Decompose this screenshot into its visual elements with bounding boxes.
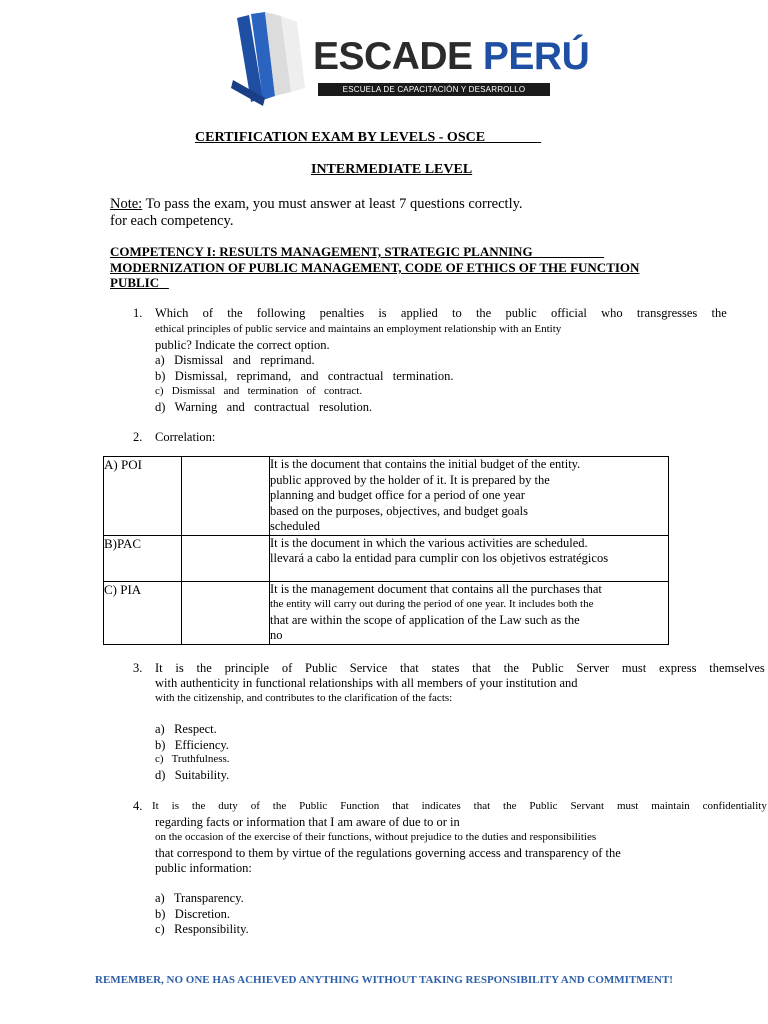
word: indicates — [421, 800, 461, 812]
competency-line1: COMPETENCY I: RESULTS MANAGEMENT, STRATEGIC PLANNING — [110, 244, 533, 259]
exam-title: CERTIFICATION EXAM BY LEVELS - OSCE — [195, 130, 486, 145]
q4-line4: that correspond to them by virtue of the regulations governing access and transparency of the — [155, 846, 621, 860]
word: maintain — [651, 800, 690, 812]
note-line2: for each competency. — [110, 213, 234, 229]
word: Which — [155, 306, 189, 320]
q1-line1 — [155, 306, 727, 321]
word: that — [473, 800, 491, 812]
word: must — [621, 661, 647, 675]
word: the — [475, 306, 492, 320]
word: principle — [224, 661, 270, 675]
word: is — [378, 306, 387, 320]
word: following — [256, 306, 306, 320]
word: of — [202, 306, 213, 320]
word: Public — [299, 800, 328, 812]
q1-option-b: b) Dismissal, reprimand, and contractual termination. — [155, 369, 454, 383]
escade-logo-icon — [225, 10, 313, 110]
word: the — [711, 306, 727, 320]
word: the — [503, 800, 517, 812]
table-row — [104, 457, 669, 536]
word: transgresses — [636, 306, 698, 320]
row-label: B)PAC — [104, 535, 182, 581]
word: express — [658, 661, 697, 675]
word: that — [392, 800, 409, 812]
q3-line3: with the citizenship, and contributes to the clarification of the facts: — [155, 692, 453, 704]
note-text: To pass the exam, you must answer at least 7 questions correctly. — [142, 196, 523, 212]
word: is — [171, 800, 179, 812]
word: the — [503, 661, 519, 675]
word: the — [191, 800, 206, 812]
word: Servant — [570, 800, 605, 812]
row-label: A) POI — [104, 457, 182, 536]
word: the — [227, 306, 243, 320]
word: official — [550, 306, 587, 320]
word: the — [272, 800, 287, 812]
q3-option-b: b) Efficiency. — [155, 738, 229, 752]
competency-line2: MODERNIZATION OF PUBLIC MANAGEMENT, CODE OF ETHICS OF THE FUNCTION — [110, 260, 640, 275]
level-title: INTERMEDIATE LEVEL — [311, 162, 473, 177]
word: Service — [349, 661, 388, 675]
word: is — [175, 661, 184, 675]
row-description: It is the document that contains the initial budget of the entity. public approved by the holder of it. It is prepared by the planning and budget office for a period of one year based on the purposes, objectives, and budget goals scheduled — [270, 457, 669, 536]
competency-line3: PUBLIC — [110, 275, 160, 290]
word: Public — [305, 661, 337, 675]
q2-text: Correlation: — [155, 430, 216, 444]
q4-line1 — [152, 800, 767, 812]
q1-option-c: c) Dismissal and termination of contract. — [155, 385, 363, 397]
word: that — [472, 661, 491, 675]
word: of — [281, 661, 293, 675]
word: Function — [340, 800, 380, 812]
q3-option-d: d) Suitability. — [155, 768, 230, 782]
word: to — [451, 306, 462, 320]
word: who — [601, 306, 623, 320]
q4-option-b: b) Discretion. — [155, 907, 230, 921]
word: duty — [218, 800, 238, 812]
word: that — [400, 661, 419, 675]
word: themselves — [709, 661, 765, 675]
word: must — [616, 800, 639, 812]
table-row — [104, 581, 669, 644]
correlation-table — [103, 456, 669, 645]
brand-dark-text: ESCADE — [313, 35, 473, 78]
word: It — [152, 800, 159, 812]
word: Public — [529, 800, 558, 812]
q4-line5: public information: — [155, 861, 252, 875]
answer-cell[interactable] — [182, 535, 270, 581]
q3-line2: with authenticity in functional relationships with all members of your institution and — [155, 676, 578, 690]
q1-line3: public? Indicate the correct option. — [155, 338, 330, 352]
brand-name — [313, 37, 589, 77]
answer-cell[interactable] — [182, 581, 270, 644]
question-number: 2. — [133, 430, 143, 444]
brand-blue-text: PERÚ — [482, 35, 590, 78]
question-number: 4. — [133, 799, 143, 813]
row-label: C) PIA — [104, 581, 182, 644]
q3-option-c: c) Truthfulness. — [155, 753, 230, 765]
word: confidentiality — [702, 800, 767, 812]
q4-option-c: c) Responsibility. — [155, 922, 249, 936]
word: the — [196, 661, 212, 675]
word: applied — [400, 306, 438, 320]
row-description: It is the document in which the various activities are scheduled. llevará a cabo la entidad para cumplir con los objetivos estratégicos — [270, 535, 669, 581]
brand-subtitle: ESCUELA DE CAPACITACIÓN Y DESARROLLO — [318, 83, 550, 96]
answer-cell[interactable] — [182, 457, 270, 536]
note — [110, 196, 523, 213]
q1-option-a: a) Dismissal and reprimand. — [155, 353, 315, 367]
footer-motto: REMEMBER, NO ONE HAS ACHIEVED ANYTHING WITHOUT TAKING RESPONSIBILITY AND COMMITMENT! — [95, 974, 673, 986]
word: It — [155, 661, 163, 675]
q1-option-d: d) Warning and contractual resolution. — [155, 400, 373, 414]
word: Server — [576, 661, 610, 675]
note-label: Note: — [110, 196, 143, 212]
q4-option-a: a) Transparency. — [155, 891, 244, 905]
word: Public — [531, 661, 564, 675]
q4-line2: regarding facts or information that I am aware of due to or in — [155, 815, 460, 829]
q1-line2: ethical principles of public service and maintains an employment relationship with an Entity — [155, 323, 562, 335]
word: states — [431, 661, 460, 675]
table-row — [104, 535, 669, 581]
q4-line3: on the occasion of the exercise of their functions, without prejudice to the duties and responsibilities — [155, 831, 597, 843]
word: public — [505, 306, 537, 320]
q3-option-a: a) Respect. — [155, 722, 217, 736]
question-number: 1. — [133, 306, 143, 320]
word: of — [250, 800, 260, 812]
question-number: 3. — [133, 661, 143, 675]
row-description: It is the management document that contains all the purchases that the entity will carry out during the period of one year. It includes both the that are within the scope of application of the Law such as the no — [270, 581, 669, 644]
q3-line1 — [155, 661, 765, 676]
word: penalties — [319, 306, 365, 320]
